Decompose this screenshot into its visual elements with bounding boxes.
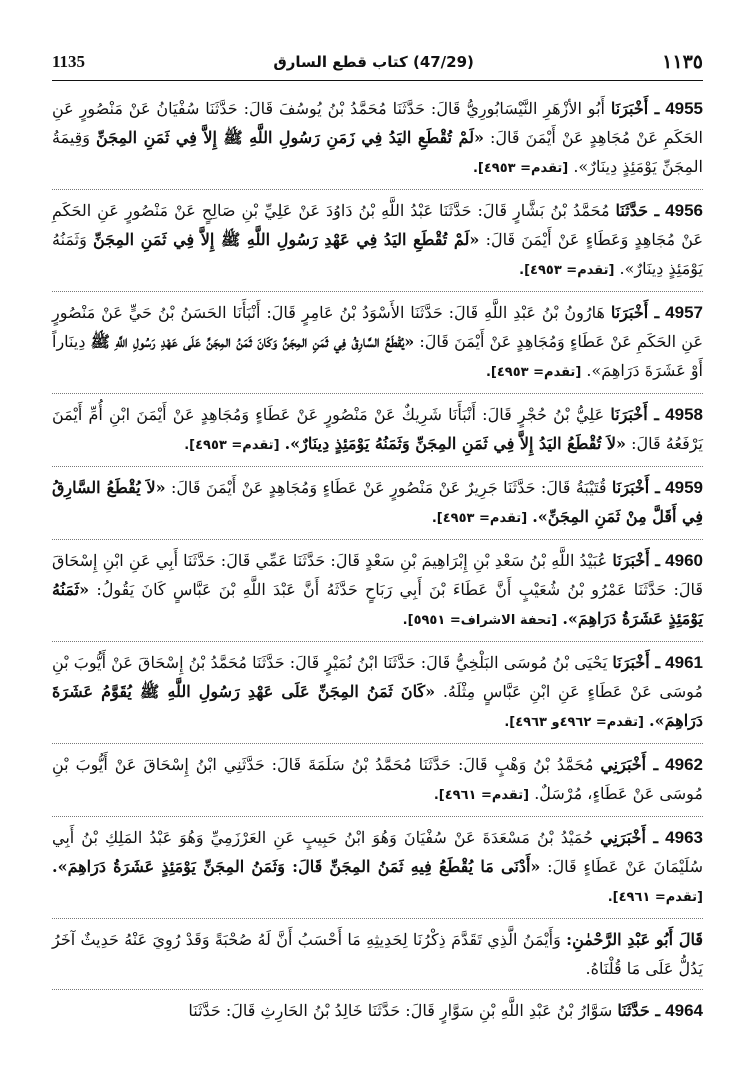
hadith-matn: «كَانَ ثَمَنُ المِجَنِّ عَلَى عَهْدِ رَسُولِ اللَّهِ ﷺ يُقَوَّمُ عَشَرَةَ دَرَاهِمَ». [52,682,703,730]
hadith-reference: [تقدم= ٤٩٦٢و ٤٩٦٣]. [504,715,644,730]
hadith-matn: «ثَمَنُهُ يَوْمَئِذٍ عَشَرَةُ دَرَاهِمَ». [52,580,703,628]
hadith-isnad: سَوَّارُ بْنُ عَبْدِ اللَّهِ بْنِ سَوَّارٍ قَالَ: حَدَّثَنَا خَالِدُ بْنُ الحَارِثِ قَالَ: حَدَّثَنَا [188,1001,613,1020]
page-header [52,44,703,81]
hadith-lead: ـ حَدَّثَنَا [615,201,660,220]
hadith-number: 4963 [665,828,703,847]
hadith-isnad: مُحَمَّدُ بْنُ وَهْبٍ قَالَ: حَدَّثَنَا مُحَمَّدُ بْنُ سَلَمَةَ قَالَ: حَدَّثَنِي ابْنُ إِسْحَاقَ عَنْ أَيُّوبَ بْنِ مُوسَى عَنْ عَطَاءٍ، مُرْسَلٌ. [52,755,703,803]
running-title: (47/29) كتاب قطع السارق [273,53,474,71]
hadith-lead: ـ حَدَّثَنَا [617,1001,661,1020]
hadith-lead: ـ أَخْبَرَنِي [600,755,659,774]
hadith-isnad: أَبُو الأزْهَرِ النَّيْسَابُورِيُّ قَالَ: حَدَّثَنَا مُحَمَّدُ بْنُ يُوسُفَ قَالَ: حَدَّثَنَا سُفْيَانُ عَنْ مَنْصُورٍ عَنِ الحَكَمِ عَنْ مُجَاهِدٍ عَنْ أَيْمَنَ قَالَ: [52,99,703,147]
hadith-entry [52,298,703,394]
hadith-tail: وَثَمَنُهُ يَوْمَئِذٍ دِينَارٌ». [52,230,703,278]
page-number-latin: 1135 [52,52,86,71]
hadith-reference: [تقدم= ٤٩٦١]. [433,788,530,803]
hadith-lead: ـ أَخْبَرَنَا [610,303,660,322]
hadith-lead: ـ أَخْبَرَنَا [611,478,660,497]
author-note [52,925,703,990]
author-note-lead: قَالَ أَبُو عَبْدِ الرَّحْمٰنِ: [566,930,704,949]
hadith-lead: ـ أَخْبَرَنَا [612,551,660,570]
hadith-number: 4956 [665,201,703,220]
hadith-reference: [تقدم= ٤٩٥٣]. [431,511,528,526]
hadith-matn: «يُقْطَعُ السَّارِقُ فِي ثَمَنِ المِجَنِّ وَكَانَ ثَمَنُ المِجَنِّ عَلَى عَهْدِ رَسُولِ اللَّهِ ﷺ [90,332,415,351]
hadith-isnad: هَارُونُ بْنُ عَبْدِ اللَّهِ قَالَ: حَدَّثَنَا الأَسْوَدُ بْنُ عَامِرٍ قَالَ: أَنْبَأَنَا الحَسَنُ بْنُ حَيٍّ عَنْ مَنْصُورٍ عَنِ الحَكَمِ عَنْ عَطَاءٍ وَمُجَاهِدٍ عَنْ أَيْمَنَ قَالَ: [52,303,704,351]
hadith-entry [52,648,703,744]
hadith-lead: ـ أَخْبَرَنَا [612,653,661,672]
page-number-arabic: ١١٣٥ [662,51,703,73]
hadith-tail: وَقِيمَةُ المِجَنِّ يَوْمَئِذٍ دِينَارٌ». [52,128,703,176]
hadith-matn: «لاَ تُقْطَعُ اليَدُ إِلاَّ فِي ثَمَنِ المِجَنِّ وَثَمَنُهُ يَوْمَئِذٍ دِينَارٌ». [284,434,627,453]
hadith-reference: [تقدم= ٤٩٥٣]. [472,161,569,176]
hadith-entry [52,750,703,817]
hadith-reference: [تقدم= ٤٩٦١]. [607,890,703,905]
hadith-lead: ـ أَخْبَرَنِي [600,828,659,847]
hadith-number: 4962 [665,755,703,774]
hadith-number: 4955 [665,99,704,118]
hadith-lead: ـ أَخْبَرَنَا [610,405,659,424]
hadith-isnad: حُمَيْدُ بْنُ مَسْعَدَةَ عَنْ سُفْيَانَ وَهُوَ ابْنُ حَبِيبٍ عَنِ العَرْزَمِيِّ وَهُوَ عَبْدُ المَلِكِ بْنُ أَبِي سُلَيْمَانَ عَنْ عَطَاءٍ قَالَ: [52,828,703,876]
hadith-number: 4964 [665,1001,703,1020]
hadith-entry [52,196,703,292]
hadith-isnad: عَلِيُّ بْنُ حُجْرٍ قَالَ: أَنْبَأَنَا شَرِيكٌ عَنْ مَنْصُورٍ عَنْ عَطَاءٍ وَمُجَاهِدٍ عَنْ أَيْمَنَ ابْنِ أُمِّ أَيْمَنَ يَرْفَعُهُ قَالَ: [52,405,703,453]
hadith-entry [52,94,703,190]
hadith-reference: [تقدم= ٤٩٥٣]. [519,263,615,278]
hadith-entry [52,473,703,540]
hadith-number: 4960 [665,551,703,570]
hadith-number: 4958 [665,405,703,424]
hadith-isnad: قُتَيْبَةُ قَالَ: حَدَّثَنَا جَرِيرٌ عَنْ مَنْصُورٍ عَنْ عَطَاءٍ وَمُجَاهِدٍ عَنْ أَيْمَنَ قَالَ: [171,478,607,497]
hadith-entry [52,400,703,467]
hadith-lead: ـ أَخْبَرَنَا [610,99,660,118]
hadith-matn: «لاَ يُقْطَعُ السَّارِقُ فِي أَقَلَّ مِنْ ثَمَنِ المِجَنِّ». [52,478,703,526]
page-body [52,94,703,1056]
hadith-isnad: يَحْيَى بْنُ مُوسَى البَلْخِيُّ قَالَ: حَدَّثَنَا ابْنُ نُمَيْرٍ قَالَ: حَدَّثَنَا مُحَمَّدُ بْنُ إِسْحَاقَ عَنْ أَيُّوبَ بْنِ مُوسَى عَنْ عَطَاءٍ عَنِ ابْنِ عَبَّاسٍ مِثْلَهُ. [52,653,703,701]
hadith-isnad: مُحَمَّدُ بْنُ بَشَّارٍ قَالَ: حَدَّثَنَا عَبْدُ اللَّهِ بْنُ دَاوُدَ عَنْ عَلِيِّ بْنِ صَالِحٍ عَنْ مَنْصُورٍ عَنِ الحَكَمِ عَنْ مُجَاهِدٍ وَعَطَاءٍ عَنْ أَيْمَنَ قَالَ: [52,201,703,249]
author-note-text: وَأَيْمَنُ الَّذِي تَقَدَّمَ ذِكْرُنَا لِحَدِيثِهِ مَا أَحْسَبُ أَنَّ لَهُ صُحْبَةً وَقَدْ رُوِيَ عَنْهُ حَدِيثٌ آخَرُ يَدُلُّ عَلَى مَا قُلْنَاهُ. [52,930,703,978]
hadith-entry [52,546,703,642]
hadith-matn: «لَمْ تُقْطَعِ اليَدُ فِي زَمَنِ رَسُولِ اللَّهِ ﷺ إِلاَّ فِي ثَمَنِ المِجَنِّ [96,128,484,147]
hadith-matn: «لَمْ تُقْطَعِ اليَدُ فِي عَهْدِ رَسُولِ اللَّهِ ﷺ إِلاَّ فِي ثَمَنِ المِجَنِّ [92,230,480,249]
hadith-number: 4957 [665,303,703,322]
hadith-entry [52,996,703,1031]
hadith-number: 4961 [665,653,703,672]
hadith-reference: [تقدم= ٤٩٥٣]. [184,438,280,453]
hadith-matn: «أَدْنَى مَا يُقْطَعُ فِيهِ ثَمَنُ المِجَنِّ قَالَ: وَثَمَنُ المِجَنِّ يَوْمَئِذٍ عَشَرَةُ دَرَاهِمَ». [52,857,541,876]
hadith-isnad: عُبَيْدُ اللَّهِ بْنُ سَعْدِ بْنِ إِبْرَاهِيمَ بْنِ سَعْدٍ قَالَ: حَدَّثَنَا عَمِّي قَالَ: حَدَّثَنَا أَبِي عَنِ ابْنِ إِسْحَاقَ قَالَ: حَدَّثَنَا عَمْرُو بْنُ شُعَيْبٍ أَنَّ عَطَاءَ بْنَ أَبِي رَبَاحٍ حَدَّثَهُ أَنَّ عَبْدَ اللَّهِ بْنَ عَبَّاسٍ كَانَ يَقُولُ: [52,551,704,599]
hadith-entry [52,823,703,919]
hadith-reference: [تحفة الاشراف= ٥٩٥١]. [402,613,558,628]
hadith-reference: [تقدم= ٤٩٥٣]. [485,365,582,380]
hadith-tail: دِينَاراً أَوْ عَشَرَةَ دَرَاهِمَ». [52,332,703,380]
hadith-number: 4959 [665,478,703,497]
